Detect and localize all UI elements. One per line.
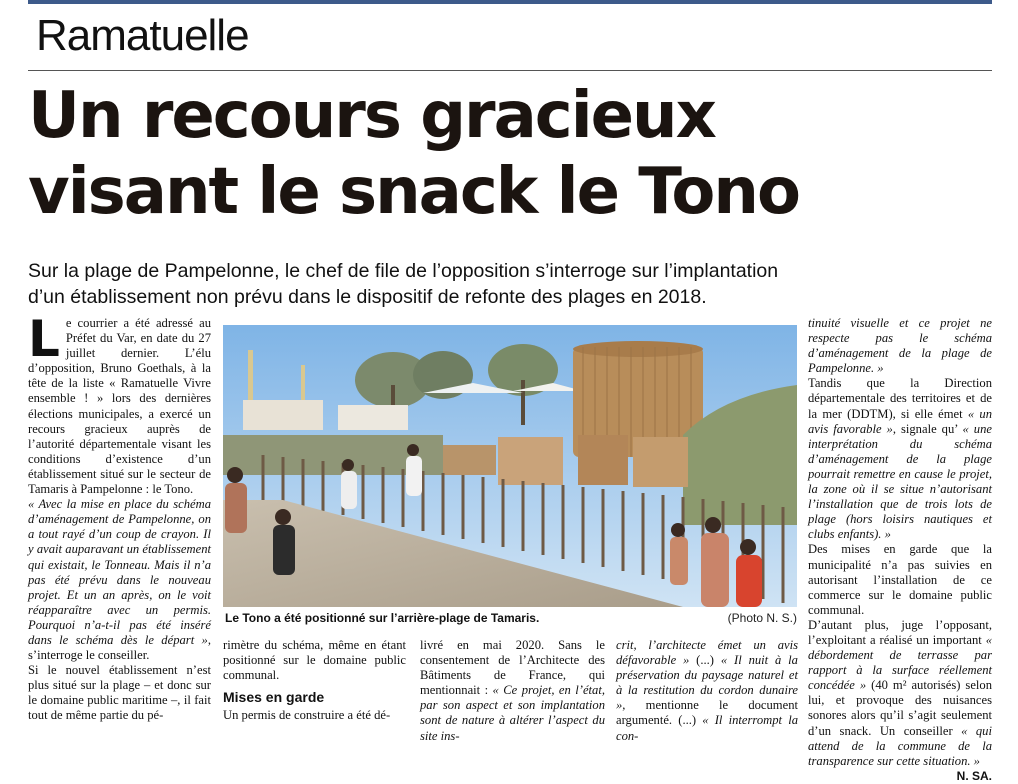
standfirst-line-2: d’un établissement non prévu dans le dispositif de refonte des plages en 2018.: [28, 286, 707, 308]
photo-caption-bar: [223, 609, 797, 627]
article-column-1: [28, 310, 211, 724]
author-signature: N. SA.: [956, 768, 992, 783]
standfirst-line-1: Sur la plage de Pampelonne, le chef de file de l’opposition s’interroge sur l’implantation: [28, 260, 779, 282]
body-text: (...): [689, 653, 721, 668]
quote-paragraph: [28, 497, 211, 663]
top-color-bar: [28, 0, 992, 4]
quote-attribution: , s’interroge le conseiller.: [28, 632, 211, 663]
quote-text: « qui attend de la commune de la transparence sur cette situation. »: [808, 723, 992, 768]
subheading: Mises en garde: [223, 689, 325, 706]
section-title: Ramatuelle: [36, 11, 249, 60]
quote-text: « débordement de terrasse par rapport à la surface réellement concédée »: [808, 632, 992, 693]
article-column-right: [808, 316, 992, 784]
article-photo: [223, 325, 797, 607]
section-rule: [28, 70, 992, 71]
body-paragraph: Un permis de construire a été dé-: [223, 708, 391, 723]
standfirst: [28, 258, 992, 310]
quote-text: « Avec la mise en place du schéma d’aménagement de Pampelonne, on a tout rayé d’un coup de crayon. Il y avait auparavant un établissement qui existait, le Tonneau. Mais il n’a pas été prévu dans le nouveau projet. Et un an après, on le voit réapparaître avec un permis. Pourquoi n’a-t-il pas été inséré dans le schéma dès le départ »: [28, 497, 211, 647]
intro-paragraph: [28, 310, 211, 497]
body-paragraph: Des mises en garde que la municipalité n’a pas suivies en autorisant l’installation de ce commerce sur le domaine public communal.: [808, 542, 992, 617]
body-paragraph: [616, 638, 798, 744]
headline: [28, 78, 998, 230]
quote-text: « Il interrompt la con-: [616, 713, 798, 743]
quote-text: tinuité visuelle et ce projet ne respecte pas le schéma d’aménagement de la plage de Pampelonne. »: [808, 316, 992, 376]
body-text: , mentionne le document argumenté. (...): [616, 698, 798, 728]
quote-text: « une interprétation du schéma d’aménagement de la plage pourrait remettre en cause le projet, la zone où il se situe n’autorisant l’installation que de trois lots de plage (hors loisirs nautiques et clubs enfants). »: [808, 421, 992, 542]
body-text: D’autant plus, juge l’opposant, l’exploitant a réalisé un important: [808, 617, 992, 647]
intro-text: e courrier a été adressé au Préfet du Var, en date du 27 juillet dernier. L’élu d’opposition, Bruno Goethals, à la tête de la liste « Ramatuelle Vivre ensemble ! » lors des dernières élections municipales, a exercé un recours gracieux auprès de l’autorité départementale visant les conditions d’existence d’un établissement situé sur le secteur de Tamaris à Pampelonne : le Tono.: [28, 316, 211, 497]
drop-cap: L: [28, 310, 60, 368]
article-column-4: [616, 638, 798, 744]
quote-text: « Ce projet, en l’état, par son aspect et son implantation sont de nature à altérer l’aspect du site ins-: [420, 683, 605, 743]
body-paragraph: [808, 316, 992, 376]
photo-credit: (Photo N. S.): [727, 611, 797, 625]
quote-text: « un avis favorable »: [808, 406, 992, 436]
body-paragraph: [808, 618, 992, 769]
headline-line-2: visant le snack le Tono: [28, 155, 799, 229]
article-column-2: [223, 638, 406, 723]
body-text: livré en mai 2020. Sans le consentement de l’Architecte des Bâtiments de France, qui mentionnait :: [420, 638, 605, 698]
quote-text: « Il nuit à la préservation du paysage naturel et à la restitution du cordon dunaire »: [616, 653, 798, 713]
body-paragraph: rimètre du schéma, même en étant positionné sur le domaine public communal.: [223, 638, 406, 683]
body-paragraph: [808, 376, 992, 542]
quote-text: crit, l’architecte émet un avis défavorable »: [616, 638, 798, 668]
beach-snack-photo: [223, 325, 797, 607]
body-text: , signale qu’: [892, 421, 963, 436]
body-text: (40 m² autorisés) selon lui, et provoque des nuisances sonores alors qu’il s’agit seulement d’un snack. Un conseiller: [808, 678, 992, 738]
body-paragraph: [420, 638, 605, 744]
body-text: Tandis que la Direction départementale des territoires et de la mer (DDTM), si elle émet: [808, 376, 992, 421]
article-column-3: [420, 638, 605, 744]
headline-line-1: Un recours gracieux: [28, 79, 715, 153]
body-paragraph: Si le nouvel établissement n’est plus situé sur la plage – et donc sur le domaine public maritime –, il fait tout de même partie du pé-: [28, 663, 211, 723]
photo-caption: Le Tono a été positionné sur l’arrière-plage de Tamaris.: [225, 611, 540, 625]
